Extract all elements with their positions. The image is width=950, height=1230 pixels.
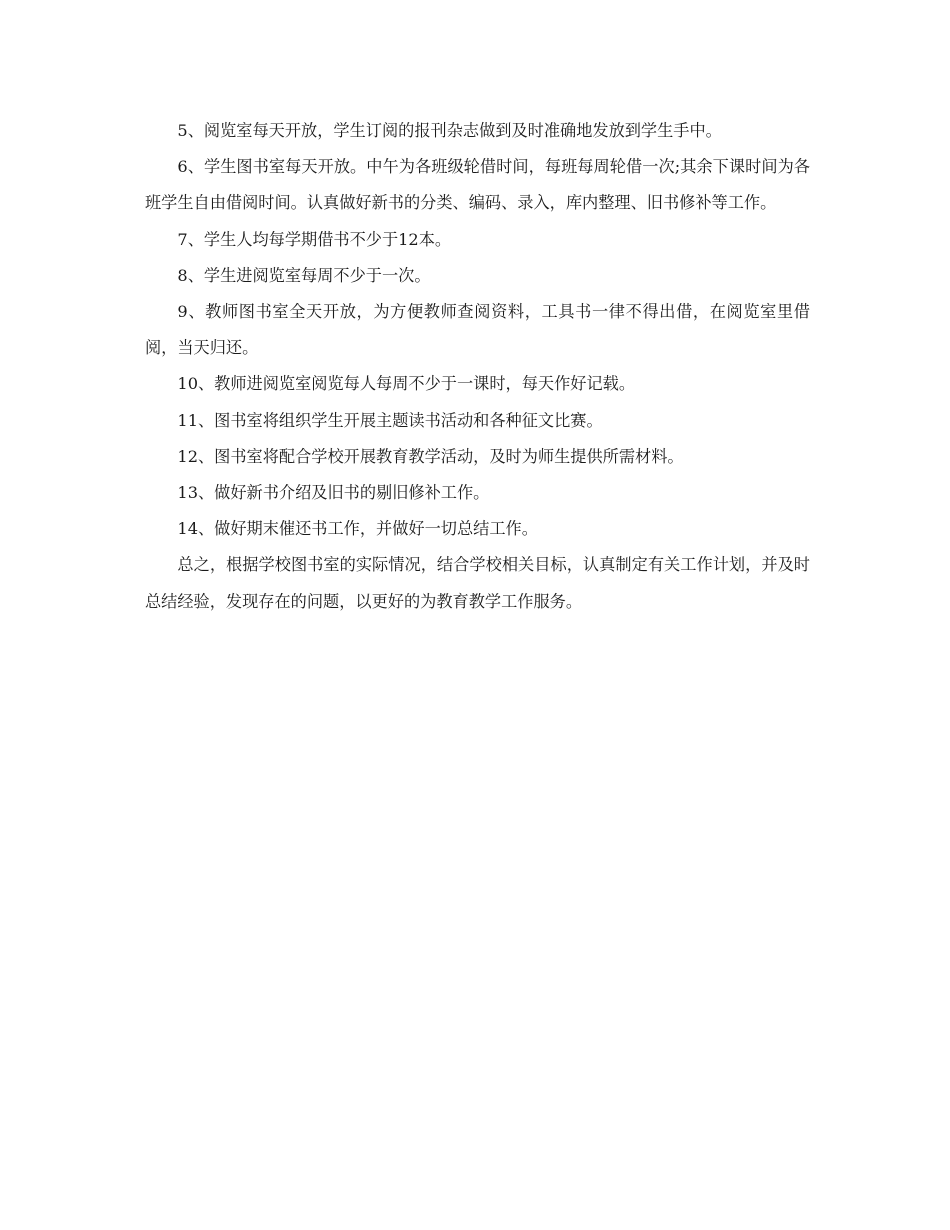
paragraph-item-9: 9、教师图书室全天开放，为方便教师查阅资料，工具书一律不得出借，在阅览室里借阅，当天归还。 xyxy=(145,302,810,358)
paragraph-item-11: 11、图书室将组织学生开展主题读书活动和各种征文比赛。 xyxy=(177,410,603,430)
paragraph-item-8: 8、学生进阅览室每周不少于一次。 xyxy=(177,265,431,285)
paragraph-item-14: 14、做好期末催还书工作，并做好一切总结工作。 xyxy=(177,519,538,539)
paragraph-item-13: 13、做好新书介绍及旧书的剔旧修补工作。 xyxy=(177,483,490,503)
paragraph-summary: 总之，根据学校图书室的实际情况，结合学校相关目标，认真制定有关工作计划，并及时总结经验，发现存在的问题，以更好的为教育教学工作服务。 xyxy=(145,555,810,611)
paragraph-item-12: 12、图书室将配合学校开展教育教学活动，及时为师生提供所需材料。 xyxy=(177,446,684,466)
document-body xyxy=(145,113,810,620)
paragraph-item-6: 6、学生图书室每天开放。中午为各班级轮借时间，每班每周轮借一次;其余下课时间为各班学生自由借阅时间。认真做好新书的分类、编码、录入，库内整理、旧书修补等工作。 xyxy=(145,157,810,213)
paragraph-item-5: 5、阅览室每天开放，学生订阅的报刊杂志做到及时准确地发放到学生手中。 xyxy=(177,121,722,140)
paragraph-item-7: 7、学生人均每学期借书不少于12本。 xyxy=(177,229,452,249)
paragraph-item-10: 10、教师进阅览室阅览每人每周不少于一课时，每天作好记载。 xyxy=(177,374,636,394)
